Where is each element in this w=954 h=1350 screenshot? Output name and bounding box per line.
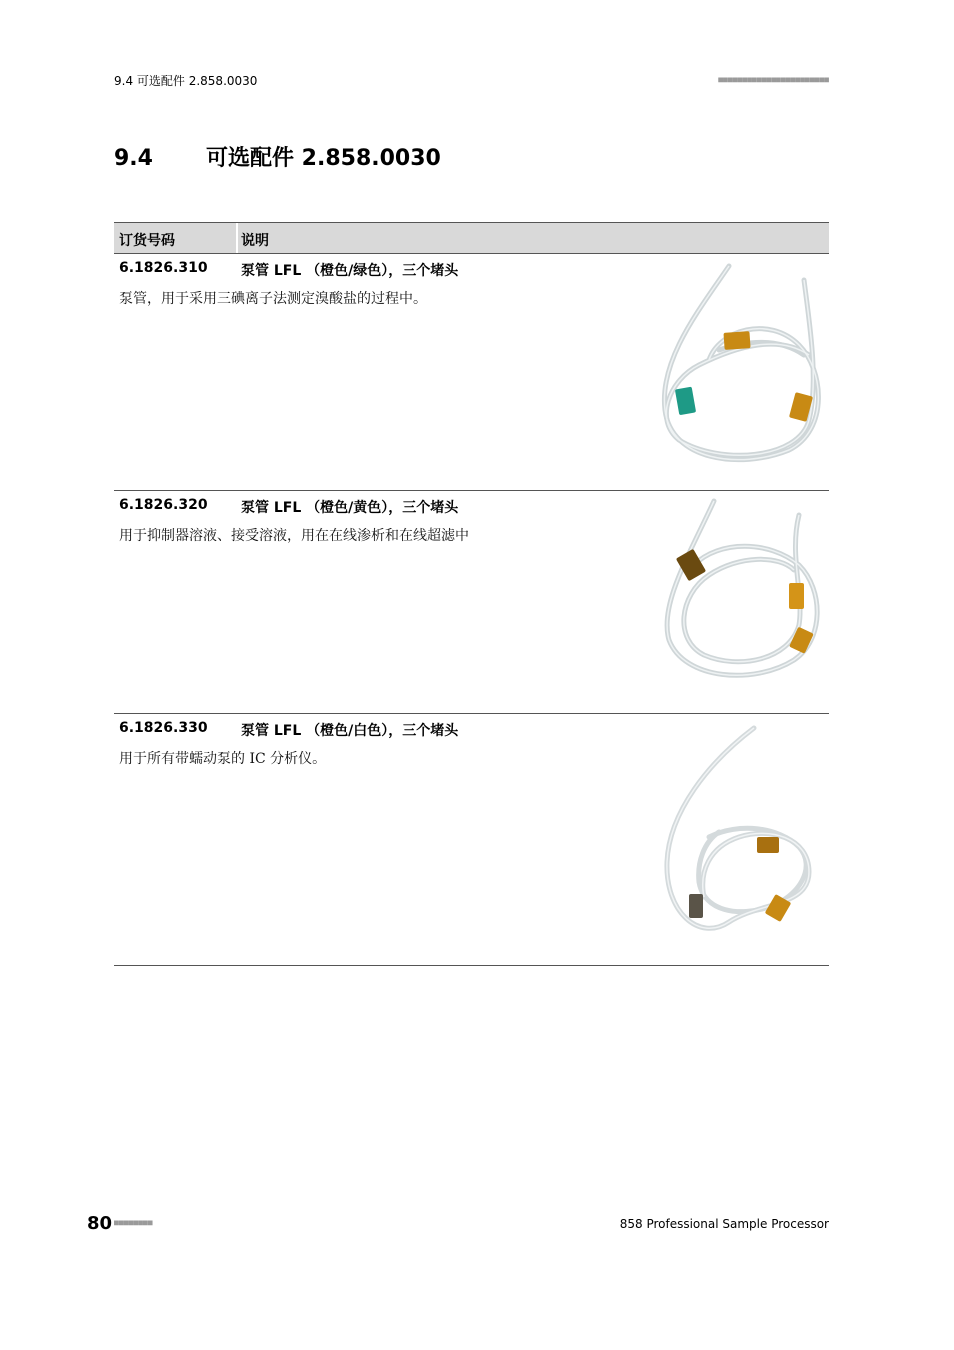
footer-page-number: 80 [87, 1213, 113, 1234]
pump-tubing-orange-green-image [659, 260, 829, 472]
item-description: 用于所有带蠕动泵的 IC 分析仪。 [119, 751, 327, 767]
section-heading: 可选配件 2.858.0030 [206, 146, 441, 171]
order-number: 6.1826.310 [119, 260, 208, 276]
section-number: 9.4 [114, 146, 153, 171]
running-header: 9.4 可选配件 2.858.0030 [114, 74, 258, 88]
order-number: 6.1826.330 [119, 720, 208, 736]
footer-product-name: 858 Professional Sample Processor [619, 1217, 829, 1231]
table-row [114, 491, 829, 714]
table-row [114, 254, 829, 491]
table-header [114, 222, 829, 254]
accessories-table [114, 222, 829, 966]
item-title: 泵管 LFL （橙色/白色），三个堵头 [241, 723, 459, 739]
table-row [114, 714, 829, 966]
item-description: 泵管，用于采用三碘离子法测定溴酸盐的过程中。 [119, 291, 427, 307]
column-header-order-no: 订货号码 [119, 233, 175, 249]
column-separator [236, 223, 238, 253]
order-number: 6.1826.320 [119, 497, 208, 513]
pump-tubing-orange-white-image [659, 722, 829, 948]
footer-decoration-dots: ■■■■■■■■ [114, 1218, 153, 1227]
item-title: 泵管 LFL （橙色/黄色），三个堵头 [241, 500, 459, 516]
item-description: 用于抑制器溶液、接受溶液，用在在线渗析和在线超滤中 [119, 528, 469, 544]
header-decoration-dots: ■■■■■■■■■■■■■■■■■■■■■■■ [718, 75, 829, 84]
column-header-description: 说明 [241, 233, 269, 249]
pump-tubing-orange-yellow-image [659, 495, 829, 691]
item-title: 泵管 LFL （橙色/绿色），三个堵头 [241, 263, 459, 279]
section-title [114, 141, 441, 172]
